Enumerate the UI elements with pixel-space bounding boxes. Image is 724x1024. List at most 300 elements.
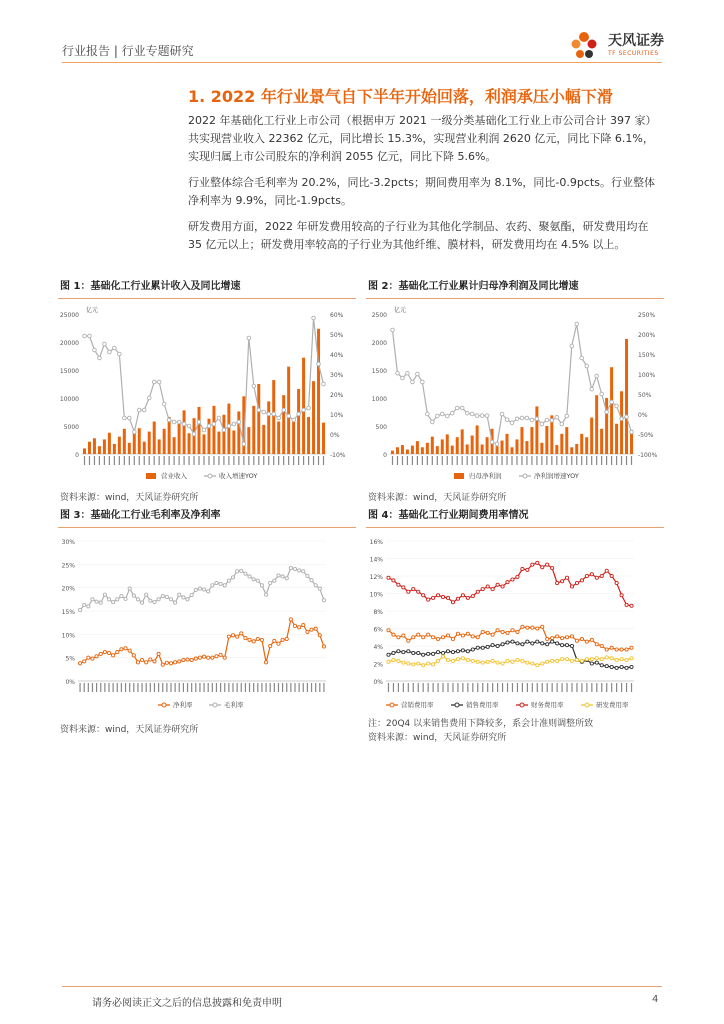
- series-point: [471, 595, 474, 598]
- x-x-tick-mark: [162, 683, 163, 692]
- unit-label: 亿元: [394, 307, 407, 314]
- right-axis-tick-label: 0%: [330, 432, 340, 439]
- series-point: [427, 652, 430, 655]
- series-point: [412, 636, 415, 639]
- x-x-tick-mark: [556, 456, 557, 465]
- x-x-tick-mark: [233, 456, 234, 465]
- x-x-tick-mark: [581, 683, 582, 692]
- series-point: [620, 665, 623, 668]
- series-point: [161, 594, 164, 597]
- left-axis-tick-label: 0: [75, 452, 79, 459]
- series-point: [481, 630, 484, 633]
- left-axis-tick-label: 10000: [59, 396, 79, 403]
- series-point: [252, 640, 255, 643]
- x-x-tick-mark: [195, 683, 196, 692]
- x-x-tick-mark: [170, 683, 171, 692]
- x-x-tick-mark: [308, 456, 309, 465]
- series-point: [417, 662, 420, 665]
- x-x-tick-mark: [626, 683, 627, 692]
- revenue-bar: [128, 443, 131, 454]
- x-x-tick-mark: [398, 683, 399, 692]
- revenue-bar: [83, 448, 86, 454]
- series-point: [595, 643, 598, 646]
- x-x-tick-mark: [315, 683, 316, 692]
- series-point: [285, 637, 288, 640]
- series-point: [541, 566, 544, 569]
- x-x-tick-mark: [245, 683, 246, 692]
- series-point: [422, 594, 425, 597]
- growth-point: [490, 440, 494, 444]
- revenue-bar: [317, 329, 320, 454]
- series-point: [476, 660, 479, 663]
- series-point: [223, 656, 226, 659]
- series-point: [580, 579, 583, 582]
- fig4-source: 资料来源：wind，天风证券研究所: [368, 733, 507, 743]
- series-point: [95, 655, 98, 658]
- series-point: [476, 646, 479, 649]
- x-x-tick-mark: [596, 456, 597, 465]
- fig2-source: 资料来源：wind，天风证券研究所: [368, 493, 507, 503]
- series-point: [427, 662, 430, 665]
- x-x-tick-mark: [268, 456, 269, 465]
- series-point: [610, 665, 613, 668]
- series-point: [595, 657, 598, 660]
- x-x-tick-mark: [261, 683, 262, 692]
- revenue-bar: [257, 384, 260, 454]
- series-point: [476, 590, 479, 593]
- growth-point: [162, 402, 166, 406]
- series-point: [456, 597, 459, 600]
- growth-point: [192, 432, 196, 436]
- x-x-tick-mark: [571, 456, 572, 465]
- series-point: [99, 652, 102, 655]
- x-x-tick-mark: [532, 683, 533, 692]
- revenue-bar: [451, 446, 454, 454]
- series-point: [314, 627, 317, 630]
- revenue-bar: [441, 439, 444, 454]
- fig2-divider: [366, 298, 664, 299]
- growth-point: [317, 362, 321, 366]
- series-point: [422, 636, 425, 639]
- paragraph-2: 行业整体综合毛利率为 20.2%，同比-3.2pcts；期间费用率为 8.1%，同比-0.9pcts。行业整体净利率为 9.9%，同比-1.9pcts。: [188, 176, 655, 207]
- revenue-bar: [391, 451, 394, 454]
- x-x-tick-mark: [462, 683, 463, 692]
- series-point: [273, 639, 276, 642]
- left-axis-tick-label: 500: [375, 424, 387, 431]
- series-point: [560, 580, 563, 583]
- growth-point: [212, 422, 216, 426]
- x-x-tick-mark: [208, 683, 209, 692]
- series-point: [491, 659, 494, 662]
- x-x-tick-mark: [631, 456, 632, 465]
- series-point: [202, 655, 205, 658]
- growth-point: [247, 336, 251, 340]
- x-x-tick-mark: [512, 683, 513, 692]
- x-x-tick-mark: [616, 683, 617, 692]
- growth-point: [605, 410, 609, 414]
- fig4-title: 图 4：基础化工行业期间费用率情况: [368, 510, 529, 521]
- x-x-tick-mark: [601, 683, 602, 692]
- legend-label: 净利润增速YOY: [534, 472, 579, 480]
- series-point: [625, 603, 628, 606]
- x-x-tick-mark: [248, 456, 249, 465]
- x-x-tick-mark: [427, 456, 428, 465]
- series-point: [570, 635, 573, 638]
- x-x-tick-mark: [208, 456, 209, 465]
- left-axis-tick-label: 1500: [371, 368, 387, 375]
- growth-point: [118, 352, 122, 356]
- x-x-tick-mark: [457, 456, 458, 465]
- y-axis-tick-label: 5%: [65, 655, 75, 663]
- x-x-tick-mark: [203, 683, 204, 692]
- series-point: [461, 634, 464, 637]
- series-point: [511, 578, 514, 581]
- series-point: [536, 561, 539, 564]
- series-point: [630, 665, 633, 668]
- x-x-tick-mark: [144, 456, 145, 465]
- series-point: [432, 636, 435, 639]
- series-point: [551, 659, 554, 662]
- series-point: [560, 658, 563, 661]
- series-point: [240, 632, 243, 635]
- legend-swatch-marker: [455, 703, 459, 707]
- revenue-bar: [615, 424, 618, 454]
- series-point: [546, 660, 549, 663]
- x-x-tick-mark: [187, 683, 188, 692]
- x-x-tick-mark: [265, 683, 266, 692]
- legend-swatch-marker: [390, 703, 394, 707]
- x-x-tick-mark: [408, 683, 409, 692]
- x-x-tick-mark: [299, 683, 300, 692]
- series-point: [565, 644, 568, 647]
- logo-name: 天风证券: [608, 33, 664, 49]
- series-point: [605, 569, 608, 572]
- growth-point: [625, 415, 629, 419]
- revenue-bar: [560, 434, 563, 454]
- x-x-tick-mark: [286, 683, 287, 692]
- legend-label: 销售费用率: [466, 701, 499, 709]
- series-point: [556, 635, 559, 638]
- growth-point: [297, 412, 301, 416]
- revenue-bar: [168, 417, 171, 454]
- series-point: [198, 656, 201, 659]
- paragraph-1: 2022 年基础化工行业上市公司（根据申万 2021 一级分类基础化工行业上市公司合计 397 家）共实现营业收入 22362 亿元，同比增长 15.3%，实现营业利润 2620 亿元，同比下降 6.1%，实现归属上市公司股东的净利润 2055 亿元，同比下降 5.6%。: [188, 114, 657, 163]
- x-x-tick-mark: [392, 456, 393, 465]
- revenue-bar: [511, 447, 514, 454]
- x-x-tick-mark: [482, 683, 483, 692]
- series-point: [132, 594, 135, 597]
- series-point: [252, 578, 255, 581]
- legend-label: 毛利率: [224, 701, 244, 709]
- growth-point: [182, 422, 186, 426]
- left-axis-tick-label: 5000: [63, 424, 79, 431]
- series-point: [78, 608, 81, 611]
- growth-point: [197, 420, 201, 424]
- legend-swatch-marker: [162, 703, 166, 707]
- x-x-tick-mark: [282, 683, 283, 692]
- x-x-tick-mark: [546, 456, 547, 465]
- revenue-bar: [198, 407, 201, 454]
- growth-point: [242, 442, 246, 446]
- growth-point: [167, 418, 171, 422]
- revenue-bar: [416, 441, 419, 454]
- x-x-tick-mark: [437, 456, 438, 465]
- x-x-tick-mark: [611, 456, 612, 465]
- revenue-bar: [307, 417, 310, 454]
- series-point: [202, 588, 205, 591]
- series-point: [322, 645, 325, 648]
- series-point: [422, 653, 425, 656]
- series-point: [95, 600, 98, 603]
- series-point: [501, 585, 504, 588]
- series-point: [471, 648, 474, 651]
- right-axis-tick-label: 150%: [638, 352, 656, 359]
- growth-point: [401, 376, 405, 380]
- revenue-bar: [232, 430, 235, 454]
- revenue-bar: [173, 437, 176, 454]
- x-x-tick-mark: [412, 456, 413, 465]
- revenue-bar: [158, 439, 161, 454]
- growth-point: [485, 414, 489, 418]
- left-axis-tick-label: 15000: [59, 368, 79, 375]
- series-point: [615, 666, 618, 669]
- series-point: [600, 644, 603, 647]
- x-x-tick-mark: [422, 456, 423, 465]
- growth-point: [426, 412, 430, 416]
- growth-point: [555, 415, 559, 419]
- growth-point: [520, 416, 524, 420]
- series-point: [526, 661, 529, 664]
- revenue-bar: [471, 436, 474, 454]
- x-x-tick-mark: [491, 456, 492, 465]
- x-x-tick-mark: [596, 683, 597, 692]
- series-point: [501, 643, 504, 646]
- x-x-tick-mark: [477, 456, 478, 465]
- x-x-tick-mark: [561, 456, 562, 465]
- revenue-bar: [287, 367, 290, 454]
- x-x-tick-mark: [566, 456, 567, 465]
- fig1-title: 图 1：基础化工行业累计收入及同比增速: [60, 281, 241, 292]
- series-point: [269, 581, 272, 584]
- growth-point: [277, 416, 281, 420]
- series-point: [496, 644, 499, 647]
- series-point: [630, 657, 633, 660]
- series-point: [293, 567, 296, 570]
- series-point: [128, 587, 131, 590]
- x-x-tick-mark: [228, 456, 229, 465]
- series-point: [605, 665, 608, 668]
- fig1-divider: [58, 298, 356, 299]
- revenue-bar: [247, 427, 250, 454]
- revenue-bar: [565, 427, 568, 454]
- x-x-tick-mark: [193, 456, 194, 465]
- series-point: [565, 658, 568, 661]
- series-point: [277, 642, 280, 645]
- right-axis-tick-label: 60%: [330, 312, 344, 319]
- series-point: [471, 659, 474, 662]
- x-x-tick-mark: [216, 683, 217, 692]
- series-point: [392, 658, 395, 661]
- series-point: [600, 664, 603, 667]
- series-point: [570, 659, 573, 662]
- revenue-bar: [446, 434, 449, 454]
- growth-point: [152, 380, 156, 384]
- growth-point: [123, 416, 127, 420]
- series-point: [91, 598, 94, 601]
- x-x-tick-mark: [203, 456, 204, 465]
- series-point: [496, 629, 499, 632]
- series-point: [620, 658, 623, 661]
- series-point: [149, 658, 152, 661]
- series-point: [516, 575, 519, 578]
- series-point: [207, 590, 210, 593]
- fig4-divider: [366, 527, 664, 528]
- x-x-tick-mark: [313, 456, 314, 465]
- series-point: [556, 642, 559, 645]
- series-point: [615, 581, 618, 584]
- x-x-tick-mark: [133, 683, 134, 692]
- series-point: [293, 624, 296, 627]
- revenue-bar: [461, 429, 464, 454]
- series-point: [476, 636, 479, 639]
- growth-point: [610, 400, 614, 404]
- unit-label: 亿元: [86, 307, 99, 314]
- series-point: [436, 594, 439, 597]
- fig2-title: 图 2：基础化工行业累计归母净利润及同比增速: [368, 281, 579, 292]
- x-x-tick-mark: [220, 683, 221, 692]
- right-axis-tick-label: 50%: [638, 392, 652, 399]
- growth-point: [267, 412, 271, 416]
- series-point: [402, 661, 405, 664]
- series-point: [161, 663, 164, 666]
- right-axis-tick-label: 10%: [330, 412, 344, 419]
- series-point: [190, 658, 193, 661]
- series-point: [165, 595, 168, 598]
- series-point: [461, 649, 464, 652]
- series-point: [387, 660, 390, 663]
- x-x-tick-mark: [517, 683, 518, 692]
- footer-disclaimer: 请务必阅读正文之后的信息披露和免责申明: [92, 998, 282, 1009]
- series-point: [427, 633, 430, 636]
- series-point: [605, 648, 608, 651]
- series-point: [427, 598, 430, 601]
- series-point: [565, 576, 568, 579]
- series-point: [128, 649, 131, 652]
- series-point: [112, 654, 115, 657]
- revenue-bar: [163, 429, 166, 454]
- left-axis-tick-label: 2500: [371, 312, 387, 319]
- growth-point: [565, 414, 569, 418]
- series-point: [521, 567, 524, 570]
- growth-point: [272, 412, 276, 416]
- series-point: [302, 623, 305, 626]
- series-point: [289, 618, 292, 621]
- series-point: [595, 661, 598, 664]
- growth-point: [431, 420, 435, 424]
- series-point: [244, 636, 247, 639]
- x-x-tick-mark: [581, 456, 582, 465]
- series-point: [521, 643, 524, 646]
- revenue-bar: [585, 437, 588, 454]
- series-point: [407, 650, 410, 653]
- left-axis-tick-label: 2000: [371, 340, 387, 347]
- revenue-bar: [212, 406, 215, 454]
- x-x-tick-mark: [591, 456, 592, 465]
- series-point: [575, 639, 578, 642]
- series-point: [441, 636, 444, 639]
- series-point: [227, 579, 230, 582]
- series-point: [580, 659, 583, 662]
- series-point: [546, 643, 549, 646]
- y-axis-tick-label: 30%: [61, 539, 75, 546]
- x-x-tick-mark: [218, 456, 219, 465]
- x-x-tick-mark: [323, 456, 324, 465]
- growth-point: [505, 418, 509, 422]
- legend-swatch-marker: [523, 474, 527, 478]
- series-point: [397, 650, 400, 653]
- series-point: [506, 581, 509, 584]
- x-x-tick-mark: [611, 683, 612, 692]
- fig3-chart: [58, 531, 356, 715]
- legend-swatch: [454, 473, 464, 479]
- series-point: [116, 650, 119, 653]
- x-x-tick-mark: [506, 456, 507, 465]
- x-x-tick-mark: [413, 683, 414, 692]
- series-point: [140, 601, 143, 604]
- series-point: [590, 573, 593, 576]
- revenue-bar: [322, 423, 325, 454]
- series-point: [536, 640, 539, 643]
- y-axis-tick-label: 4%: [373, 644, 383, 651]
- y-axis-tick-label: 10%: [61, 632, 75, 640]
- revenue-bar: [217, 432, 220, 454]
- series-point: [387, 653, 390, 656]
- series-point: [526, 568, 529, 571]
- revenue-bar: [93, 438, 96, 454]
- series-point: [570, 585, 573, 588]
- series-point: [486, 631, 489, 634]
- legend-label: 营业收入: [161, 472, 187, 480]
- growth-point: [396, 371, 400, 375]
- growth-point: [406, 371, 410, 375]
- fig4-note: 注：20Q4 以来销售费用下降较多，系会计准则调整所致: [368, 719, 594, 729]
- growth-point: [460, 406, 464, 410]
- x-x-tick-mark: [591, 683, 592, 692]
- growth-point: [227, 424, 231, 428]
- revenue-bar: [143, 442, 146, 454]
- series-point: [600, 658, 603, 661]
- series-point: [590, 662, 593, 665]
- series-point: [387, 576, 390, 579]
- series-point: [215, 581, 218, 584]
- x-x-tick-mark: [418, 683, 419, 692]
- series-point: [256, 637, 259, 640]
- legend-label: 归母净利润: [469, 472, 502, 480]
- series-point: [248, 638, 251, 641]
- revenue-bar: [515, 439, 518, 454]
- revenue-bar: [431, 437, 434, 454]
- growth-point: [530, 418, 534, 422]
- fig1-source: 资料来源：wind，天风证券研究所: [60, 493, 199, 503]
- series-point: [575, 581, 578, 584]
- x-x-tick-mark: [169, 456, 170, 465]
- revenue-bar: [178, 424, 181, 454]
- series-point: [392, 633, 395, 636]
- series-point: [451, 659, 454, 662]
- series-point: [417, 590, 420, 593]
- series-point: [466, 658, 469, 661]
- series-point: [91, 657, 94, 660]
